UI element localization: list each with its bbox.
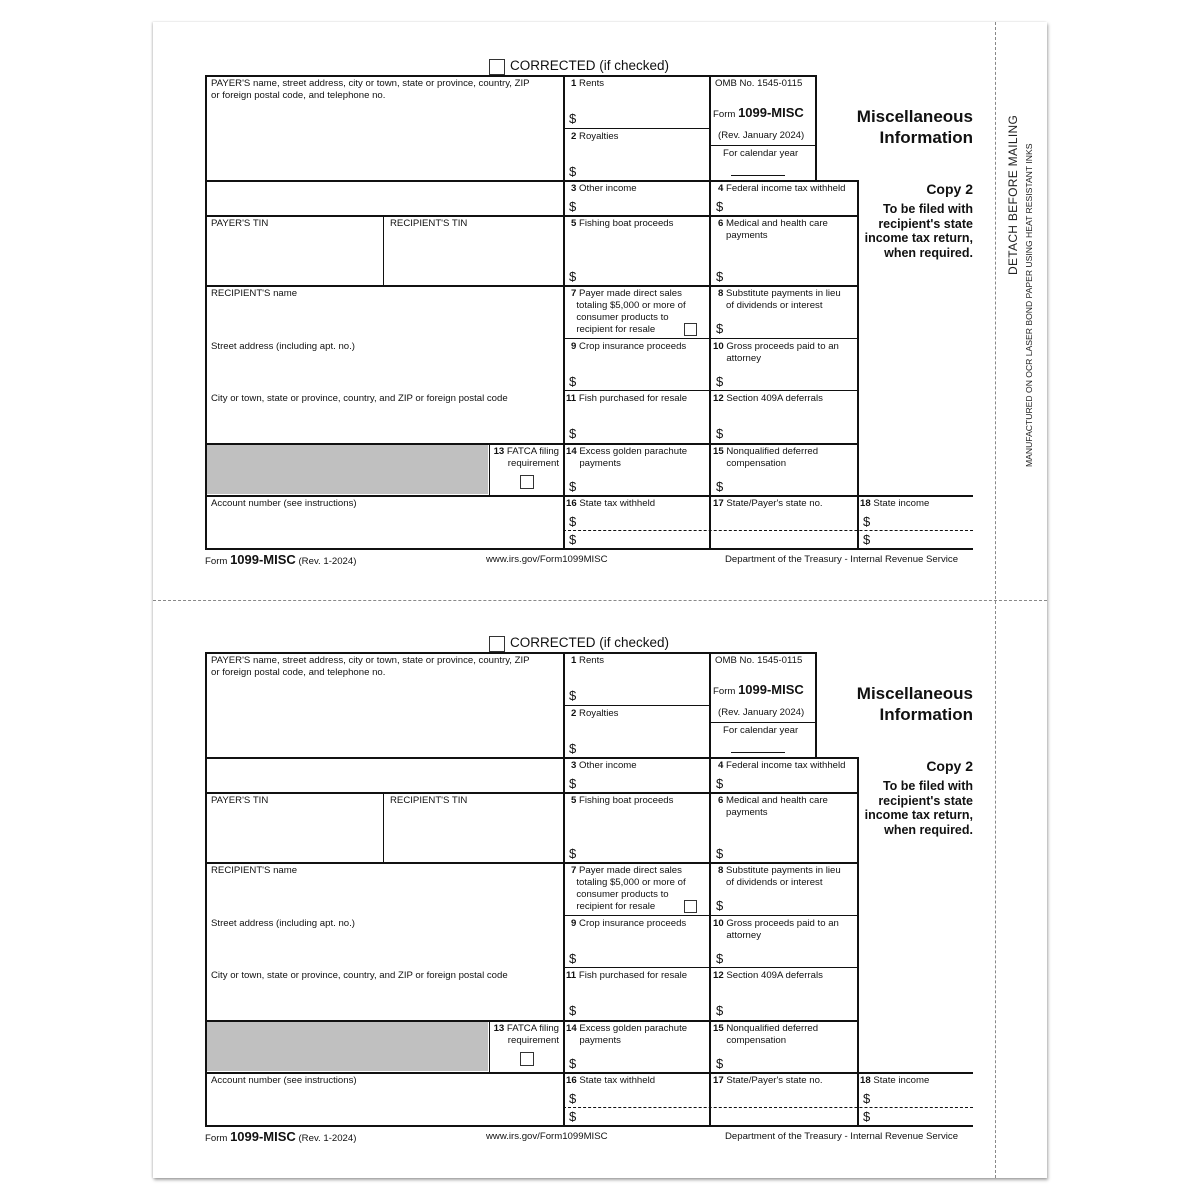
fatca-checkbox[interactable] — [520, 1052, 534, 1066]
row-line-285 — [205, 285, 857, 287]
fatca-divider — [489, 1020, 490, 1073]
footer-form-id: Form 1099-MISC (Rev. 1-2024) — [205, 1129, 357, 1144]
fatca-checkbox[interactable] — [520, 475, 534, 489]
street-address-field[interactable]: Street address (including apt. no.) — [211, 918, 355, 929]
form-copy-bottom: CORRECTED (if checked) PAYER'S name, street address, city or town, state or province, country, ZIP or foreign postal code, and telephone no. PAYER'S TIN RECIPIENT'S TIN RECIPIENT'S name Street address (including apt. no.) City or town, state or province, country, and ZIP or foreign postal code Account number (see instructions) 13 FATCA filing requirement OMB No. 1545-0115 Form 1099-MISC (Rev. January 2024) For calendar year Miscellaneous Information Copy 2 To be filed with recipient's state income tax return, when required. 1 Rents $ 2 Royalties $ 3 Other income $ 4 Federal income tax withheld $ 5 Fishing boat proceeds $ 6 Medical and health care payments $ 7 Payer made direct sales totaling $5,000 or more of consumer products to recipient for resale 8 Substitute payments in lieu of dividends or interest $ 9 Crop insurance proceeds $ 10 Gross proceeds paid to an attorney $ 11 Fish purchased for resale $ 12 Section 409A deferrals $ 14 Excess golden parachute payments $ 15 Nonqualified deferred compensation $ 16 State tax withheld $ $ 17 State/Payer's state no. 18 State income $ $ Form 1099-MISC (Rev. 1-2024) www.irs.gov/Form1099MISC Department of the Treasury - Internal Revenue Service — [205, 635, 973, 1144]
street-address-field[interactable]: Street address (including apt. no.) — [211, 341, 355, 352]
fatca-divider — [489, 443, 490, 496]
corrected-label: CORRECTED (if checked) — [510, 635, 670, 650]
corrected-checkbox[interactable] — [489, 636, 505, 652]
form-border-bottom — [205, 548, 973, 550]
row-line-390 — [563, 390, 857, 391]
form-title: Miscellaneous Information — [856, 107, 973, 147]
payer-tin-field[interactable]: PAYER'S TIN — [211, 795, 269, 806]
account-number-field[interactable]: Account number (see instructions) — [211, 498, 357, 509]
state-dashed-line — [563, 1107, 973, 1108]
omb-right — [815, 75, 817, 181]
box-7-checkbox[interactable] — [684, 323, 697, 336]
tin-divider — [383, 792, 384, 862]
footer-dept: Department of the Treasury - Internal Revenue Service — [725, 554, 959, 565]
revision-date: (Rev. January 2024) — [718, 707, 805, 718]
paper-notice: MANUFACTURED ON OCR LASER BOND PAPER USING HEAT RESISTANT INKS — [1024, 143, 1034, 467]
city-state-zip-field[interactable]: City or town, state or province, country, and ZIP or foreign postal code — [211, 393, 508, 404]
payer-name-address-field[interactable]: PAYER'S name, street address, city or town, state or province, country, ZIP or foreign postal code, and telephone no. — [211, 78, 530, 101]
row-line-215 — [205, 792, 857, 794]
row-line-338 — [563, 338, 857, 339]
row-line-390 — [563, 967, 857, 968]
form-id: Form 1099-MISC — [713, 682, 804, 697]
filing-instructions: To be filed with recipient's state income tax return, when required. — [864, 779, 973, 837]
row-line-495 — [205, 1072, 973, 1074]
row-1-2 — [563, 128, 709, 129]
shaded-region — [207, 445, 488, 494]
recipient-tin-field[interactable]: RECIPIENT'S TIN — [390, 218, 468, 229]
form-title: Miscellaneous Information — [856, 684, 973, 724]
omb-rev-line — [709, 145, 815, 146]
form-border-top — [205, 652, 563, 654]
recipient-name-field[interactable]: RECIPIENT'S name — [211, 865, 298, 876]
footer-url[interactable]: www.irs.gov/Form1099MISC — [486, 554, 608, 565]
recipient-tin-field[interactable]: RECIPIENT'S TIN — [390, 795, 468, 806]
form-border-top — [205, 75, 563, 77]
city-state-zip-field[interactable]: City or town, state or province, country, and ZIP or foreign postal code — [211, 970, 508, 981]
row-line-180 — [205, 757, 857, 759]
omb-number: OMB No. 1545-0115 — [715, 655, 803, 666]
payer-name-address-field[interactable]: PAYER'S name, street address, city or town, state or province, country, ZIP or foreign postal code, and telephone no. — [211, 655, 530, 678]
filing-instructions: To be filed with recipient's state income tax return, when required. — [864, 202, 973, 260]
box-13-label: 13 FATCA filing requirement — [493, 446, 559, 469]
form-border-bottom — [205, 1125, 973, 1127]
footer-url[interactable]: www.irs.gov/Form1099MISC — [486, 1131, 608, 1142]
calendar-year-input[interactable] — [731, 752, 785, 753]
omb-right — [815, 652, 817, 758]
form-id: Form 1099-MISC — [713, 105, 804, 120]
col-divider-1 — [563, 75, 565, 549]
col-divider-2 — [709, 652, 711, 1126]
row-line-285 — [205, 862, 857, 864]
omb-number: OMB No. 1545-0115 — [715, 78, 803, 89]
corrected-checkbox[interactable] — [489, 59, 505, 75]
footer-form-id: Form 1099-MISC (Rev. 1-2024) — [205, 552, 357, 567]
recipient-name-field[interactable]: RECIPIENT'S name — [211, 288, 298, 299]
payer-tin-field[interactable]: PAYER'S TIN — [211, 218, 269, 229]
form-copy-top: CORRECTED (if checked) PAYER'S name, street address, city or town, state or province, country, ZIP or foreign postal code, and telephone no. PAYER'S TIN RECIPIENT'S TIN RECIPIENT'S name Street address (including apt. no.) City or town, state or province, country, and ZIP or foreign postal code Account number (see instructions) 13 FATCA filing requirement OMB No. 1545-0115 Form 1099-MISC (Rev. January 2024) For calendar year Miscellaneous Information Copy 2 To be filed with recipient's state income tax return, when required. 1 Rents $ 2 Royalties $ 3 Other income $ 4 Federal income tax withheld $ 5 Fishing boat proceeds $ 6 Medical and health care payments $ 7 Payer made direct sales totaling $5,000 or more of consumer products to recipient for resale 8 Substitute payments in lieu of dividends or interest $ 9 Crop insurance proceeds $ 10 Gross proceeds paid to an attorney $ 11 Fish purchased for resale $ 12 Section 409A deferrals $ 14 Excess golden parachute payments $ 15 Nonqualified deferred compensation $ 16 State tax withheld $ $ 17 State/Payer's state no. 18 State income $ $ Form 1099-MISC (Rev. 1-2024) www.irs.gov/Form1099MISC Department of the Treasury - Internal Revenue Service — [205, 58, 973, 567]
form-border-top-mid — [563, 75, 816, 77]
row-line-180 — [205, 180, 857, 182]
col-divider-2 — [709, 75, 711, 549]
box-13-label: 13 FATCA filing requirement — [493, 1023, 559, 1046]
row-1-2 — [563, 705, 709, 706]
form-border-top-mid — [563, 652, 816, 654]
tin-divider — [383, 215, 384, 285]
copy-label: Copy 2 — [926, 181, 973, 197]
row-line-338 — [563, 915, 857, 916]
col-divider-1 — [563, 652, 565, 1126]
calendar-year-label: For calendar year — [723, 725, 799, 736]
calendar-year-label: For calendar year — [723, 148, 799, 159]
row-line-495 — [205, 495, 973, 497]
copy-label: Copy 2 — [926, 758, 973, 774]
account-number-field[interactable]: Account number (see instructions) — [211, 1075, 357, 1086]
shaded-region — [207, 1022, 488, 1071]
calendar-year-input[interactable] — [731, 175, 785, 176]
omb-rev-line — [709, 722, 815, 723]
corrected-label: CORRECTED (if checked) — [510, 58, 670, 73]
row-line-215 — [205, 215, 857, 217]
footer-dept: Department of the Treasury - Internal Revenue Service — [725, 1131, 959, 1142]
state-dashed-line — [563, 530, 973, 531]
detach-notice: DETACH BEFORE MAILING — [1006, 114, 1020, 275]
revision-date: (Rev. January 2024) — [718, 130, 805, 141]
box-7-checkbox[interactable] — [684, 900, 697, 913]
